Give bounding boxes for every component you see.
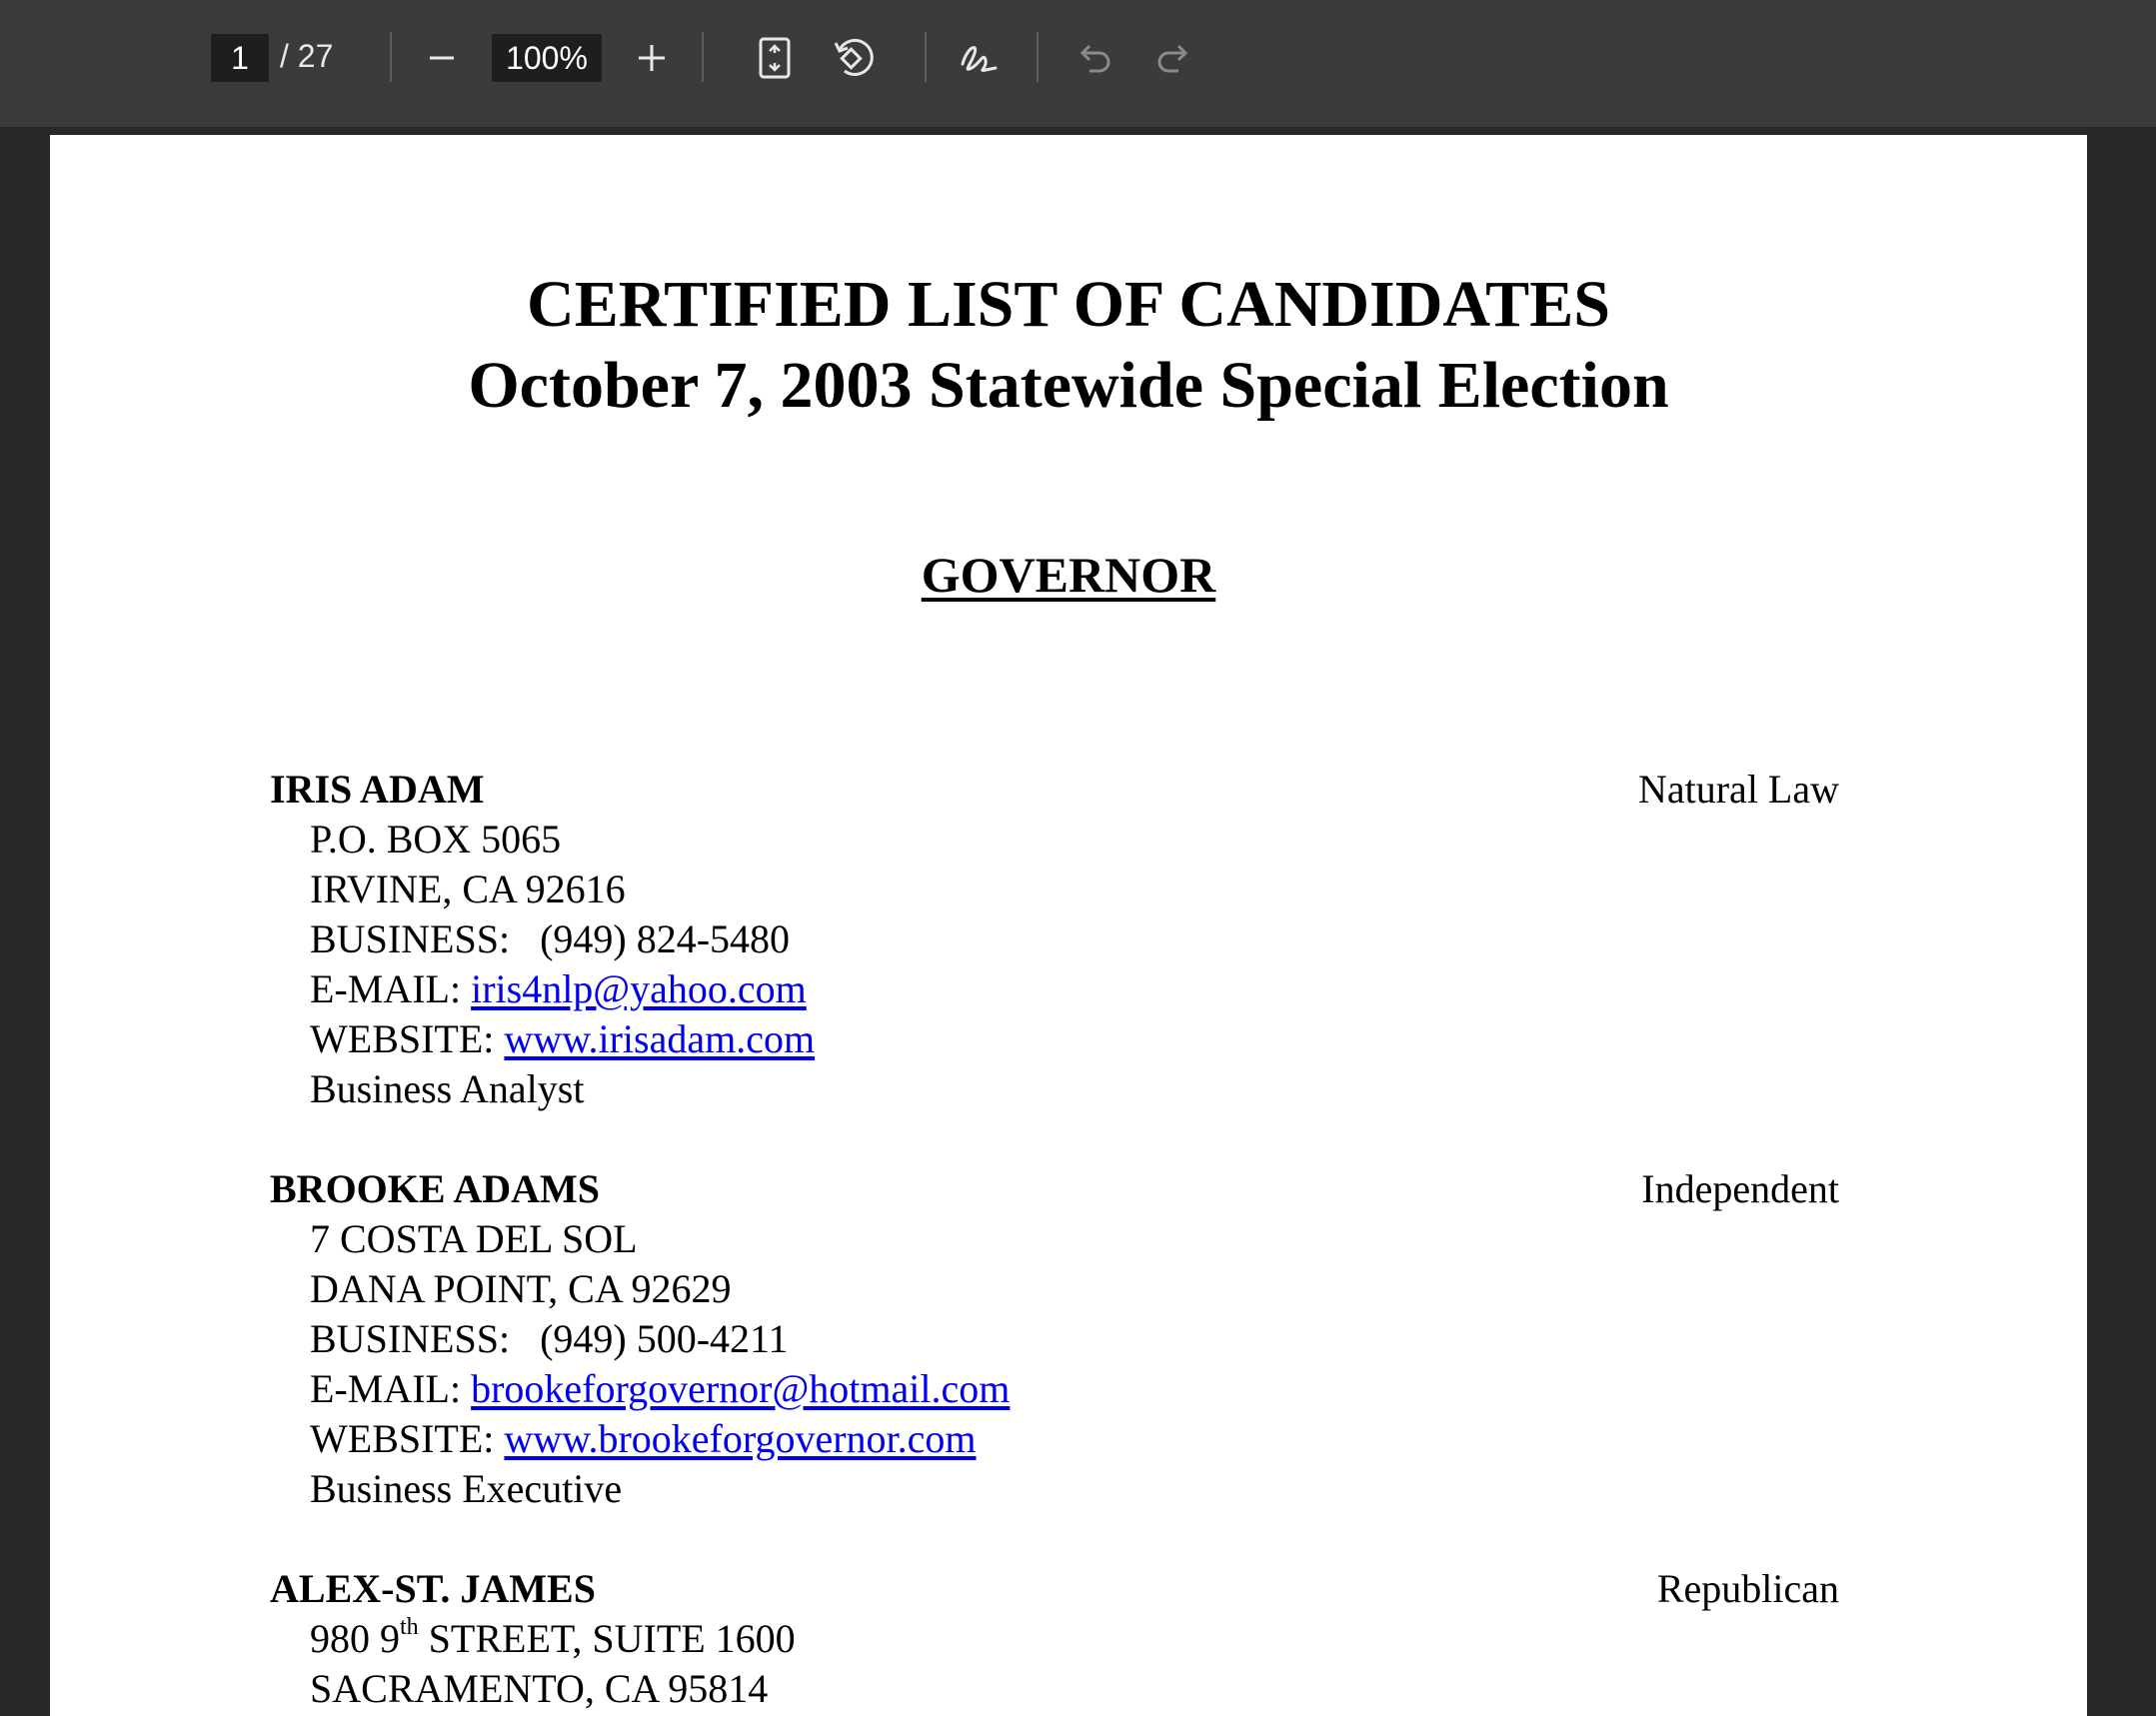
- candidate-entry: [270, 1164, 1839, 1514]
- candidate-city: DANA POINT, CA 92629: [310, 1266, 732, 1311]
- pdf-toolbar: [0, 0, 2156, 127]
- website-label: WEBSITE:: [310, 1016, 495, 1061]
- zoom-out-button[interactable]: [414, 30, 470, 86]
- fit-page-button[interactable]: [747, 30, 803, 86]
- candidate-website: [270, 1014, 1839, 1064]
- candidate-city: SACRAMENTO, CA 95814: [310, 1666, 769, 1711]
- candidate-city: IRVINE, CA 92616: [310, 866, 626, 911]
- business-label: BUSINESS:: [310, 916, 511, 961]
- candidate-address: P.O. BOX 5065: [310, 817, 562, 861]
- section-heading: GOVERNOR: [921, 547, 1216, 603]
- minus-icon: [425, 41, 459, 75]
- candidate-party: Natural Law: [1637, 767, 1839, 812]
- document-title: CERTIFIED LIST OF CANDIDATES: [527, 268, 1610, 341]
- candidate-email: [270, 1364, 1839, 1414]
- undo-icon: [1076, 41, 1113, 75]
- email-link[interactable]: iris4nlp@yahoo.com: [471, 966, 807, 1011]
- toolbar-divider: [925, 32, 927, 82]
- toolbar-divider: [390, 32, 392, 82]
- candidate-name: IRIS ADAM: [270, 767, 485, 812]
- plus-icon: [635, 41, 669, 75]
- email-label: E-MAIL:: [310, 966, 462, 1011]
- candidate-website: [270, 1414, 1839, 1464]
- redo-button[interactable]: [1145, 30, 1201, 86]
- candidate-occupation: Business Analyst: [310, 1066, 585, 1111]
- website-link[interactable]: www.brookeforgovernor.com: [504, 1416, 977, 1461]
- rotate-icon: [831, 35, 877, 81]
- candidate-name: BROOKE ADAMS: [270, 1166, 601, 1211]
- document-viewer[interactable]: [0, 127, 2156, 1716]
- rotate-button[interactable]: [826, 30, 882, 86]
- document-subtitle: October 7, 2003 Statewide Special Election: [468, 349, 1669, 422]
- business-phone: (949) 824-5480: [540, 916, 791, 961]
- pdf-page: [50, 135, 2087, 1716]
- candidate-entry: [270, 1564, 1839, 1714]
- candidate-entry: [270, 765, 1839, 1114]
- address-ordinal: th: [400, 1614, 419, 1640]
- candidate-business-phone: [270, 1314, 1839, 1364]
- email-link[interactable]: brookeforgovernor@hotmail.com: [471, 1366, 1011, 1411]
- zoom-level[interactable]: 100%: [492, 34, 602, 82]
- candidate-name: ALEX-ST. JAMES: [270, 1566, 596, 1611]
- zoom-in-button[interactable]: [624, 30, 680, 86]
- undo-button[interactable]: [1067, 30, 1122, 86]
- page-number-input[interactable]: [211, 34, 269, 82]
- page-total-label: / 27: [280, 38, 334, 74]
- candidate-party: Republican: [1656, 1566, 1839, 1611]
- website-link[interactable]: www.irisadam.com: [504, 1016, 816, 1061]
- business-phone: (949) 500-4211: [540, 1316, 789, 1361]
- business-label: BUSINESS:: [310, 1316, 511, 1361]
- candidate-business-phone: [270, 914, 1839, 964]
- website-label: WEBSITE:: [310, 1416, 495, 1461]
- email-label: E-MAIL:: [310, 1366, 462, 1411]
- address-street: STREET, SUITE 1600: [418, 1616, 796, 1661]
- draw-icon: [958, 38, 1002, 78]
- address-street-number: 980 9: [310, 1616, 400, 1661]
- candidate-occupation: Business Executive: [310, 1466, 623, 1511]
- candidate-party: Independent: [1641, 1166, 1839, 1211]
- candidate-address: [270, 1614, 1839, 1664]
- draw-button[interactable]: [952, 30, 1008, 86]
- toolbar-divider: [1037, 32, 1039, 82]
- redo-icon: [1154, 41, 1192, 75]
- toolbar-divider: [702, 32, 704, 82]
- fit-page-icon: [757, 36, 793, 80]
- candidate-address: 7 COSTA DEL SOL: [310, 1216, 638, 1261]
- candidate-email: [270, 964, 1839, 1014]
